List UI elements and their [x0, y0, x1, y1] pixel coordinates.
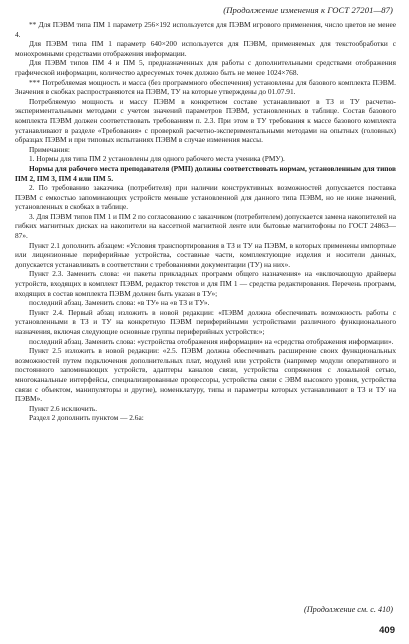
amendment-paragraph: Пункт 2.1 дополнить абзацем: «Условия транспортирования в ТЗ и ТУ на ПЭВМ, в которых применены импортные или лицензионные периферийные устройства, составные части, комплектующие изделия и носители данных, допускается устанавливать в соответствии с требованиями документации (ТУ) на них». [15, 240, 396, 269]
amendment-paragraph: Раздел 2 дополнить пунктом — 2.6а: [29, 413, 144, 423]
amendment-paragraph: Пункт 2.5 изложить в новой редакции: «2.5. ПЭВМ должна обеспечивать расширение своих функциональных возможностей путем подключения дополнительных плат, модулей или устройств (например модули оперативного и постоянного запоминающих устройств, адаптеры каналов связи, устройства сопряжения с локальной сетью, многоканальные интерфейсы, специализированные процессоры, устройства связи с ЭВМ высокого уровня, устройства связи с объектом, манипуляторы и другие), номенклатуру, типы и параметры которых устанавливают в ТЗ и ТУ на ПЭВМ». [15, 346, 396, 404]
body-text [15, 20, 396, 423]
note-paragraph: 2. По требованию заказчика (потребителя) при наличии конструктивных возможностей допускается поставка ПЭВМ с емкостью запоминающих устройств меньше установленной для данного типа ПЭВМ, но не ниже значений, установленных в скобках в таблице. [15, 183, 396, 212]
note-paragraph: Нормы для рабочего места преподавателя (РМП) должны соответствовать нормам, установленным для типов ПМ 2, ПМ 3, ПМ 4 или ПМ 5. [15, 163, 396, 183]
note-paragraph: 3. Для ПЭВМ типов ПМ 1 и ПМ 2 по согласованию с заказчиком (потребителем) допускается замена накопителей на гибких магнитных дисках на накопители на кассетной магнитной ленте или бытовые магнитофоны по ГОСТ 24863—87». [15, 211, 396, 241]
amendment-paragraph: последний абзац. Заменить слова: «в ТУ» на «в ТЗ и ТУ». [29, 298, 210, 308]
page-number: 409 [379, 625, 395, 636]
amendment-paragraph: Пункт 2.4. Первый абзац изложить в новой редакции: «ПЭВМ должна обеспечивать возможность работы с установленными в ТЗ и ТУ на конкретную ПЭВМ периферийными устройствами различного функционального назначения, включая следующие основные группы периферийных устройств:»; [15, 307, 396, 336]
footnote-paragraph: Для ПЭВМ типов ПМ 4 и ПМ 5, предназначенных для работы с дополнительными средствами отображения графической информации, количество адресуемых точек должно быть не менее 1024×768. [15, 58, 396, 77]
body-paragraph: Потребляемую мощность и массу ПЭВМ в конкретном составе устанавливают в ТЗ и ТУ расчетно-экспериментальными методами с учетом значений параметров ПЭВМ, установленных в таблице. Состав базового комплекта ПЭВМ должен соответствовать требованиям п. 2.3. При этом в ТУ требования к массе базового комплекта устанавливают в разделе «Требования» с проверкой расчетно-экспериментальными методами на опытных (головных) образцах ПЭВМ и при типовых испытаниях ПЭВМ в случае изменения массы. [15, 96, 396, 145]
footnote-paragraph: ** Для ПЭВМ типа ПМ 1 параметр 256×192 используется для ПЭВМ игрового применения, число цветов не менее 4. [15, 20, 396, 39]
continuation-note: (Продолжение см. с. 410) [304, 605, 393, 614]
note-paragraph: 1. Нормы для типа ПМ 2 установлены для одного рабочего места ученика (РМУ). [29, 154, 285, 164]
amendment-paragraph: Пункт 2.3. Заменить слова: «и пакеты прикладных программ общего назначения» на «включающую драйверы устройств, входящих в комплект ПЭВМ, редактор текстов и для ПМ 1 — средства редактирования. Перечень программ, входящих в состав комплекта ПЭВМ должен быть указан в ТУ»; [15, 269, 396, 298]
footnote-paragraph: Для ПЭВМ типа ПМ 1 параметр 640×200 используется для ПЭВМ, применяемых для текстообработки с монохромными средствами отображения информации. [15, 39, 396, 58]
footnote-paragraph: *** Потребляемая мощность и масса (без программного обеспечения) установлены для базового комплекта ПЭВМ. Значения в скобках распространяются на ПЭВМ, ТУ на которые утверждены до 01.07.91. [15, 77, 396, 97]
notes-heading: Примечания: [29, 144, 70, 154]
running-header: (Продолжение изменения к ГОСТ 27201—87) [223, 5, 393, 15]
amendment-paragraph: последний абзац. Заменить слова: «устройства отображения информации» на «средства отображения информации». [29, 336, 394, 346]
amendment-paragraph: Пункт 2.6 исключить. [29, 403, 98, 413]
